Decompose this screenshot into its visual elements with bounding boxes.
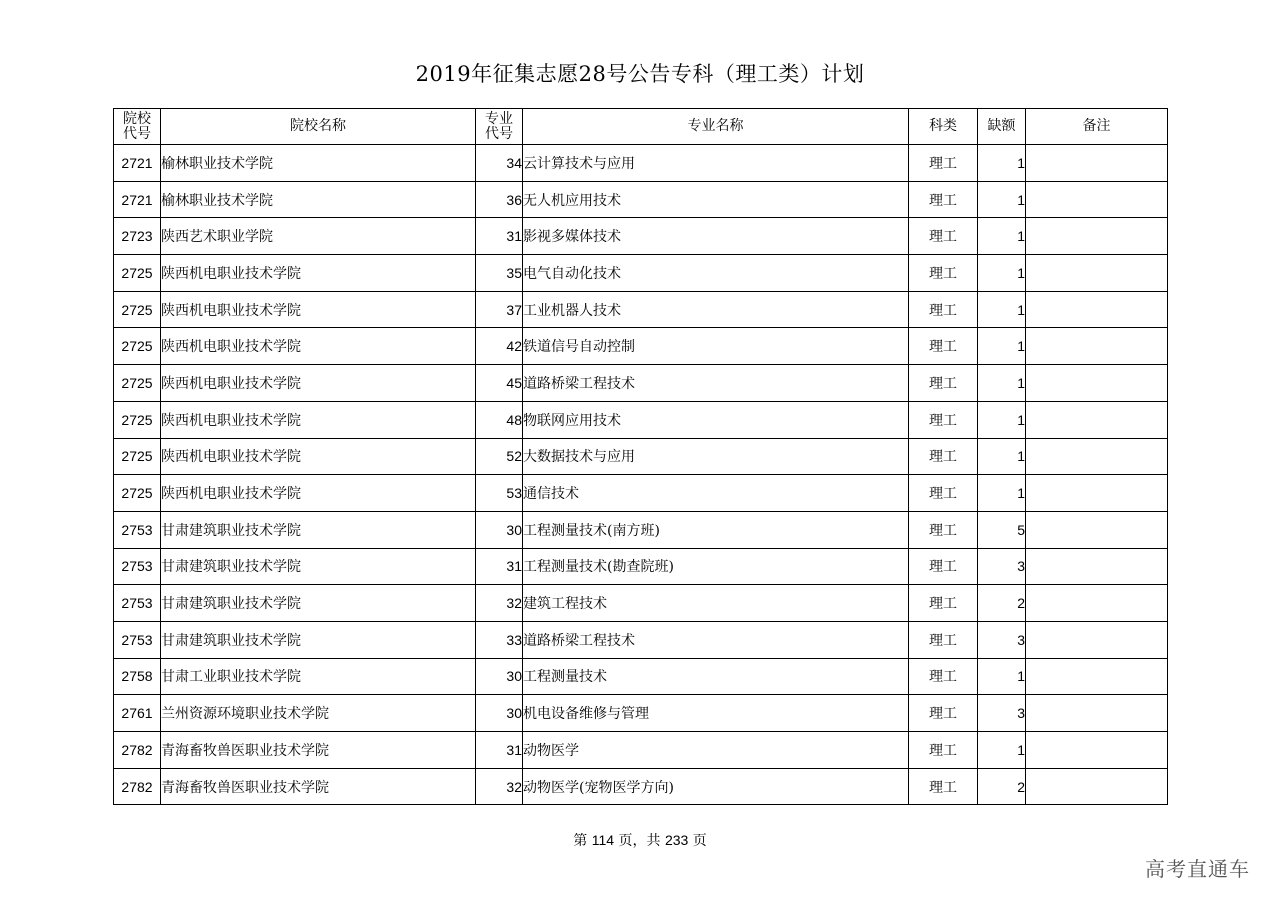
cell-quota: 1 <box>978 658 1026 695</box>
cell-quota: 3 <box>978 621 1026 658</box>
header-school-name: 院校名称 <box>161 109 476 145</box>
cell-school-code: 2753 <box>114 621 161 658</box>
header-school-code-label: 院校代号 <box>123 110 151 142</box>
cell-category: 理工 <box>909 585 978 622</box>
cell-major-code: 42 <box>476 328 523 365</box>
cell-remark <box>1026 768 1168 805</box>
cell-major-code: 52 <box>476 438 523 475</box>
cell-major-name: 电气自动化技术 <box>523 255 909 292</box>
cell-school-name: 甘肃建筑职业技术学院 <box>161 585 476 622</box>
plan-table <box>113 108 1168 805</box>
cell-school-code: 2725 <box>114 255 161 292</box>
cell-remark <box>1026 695 1168 732</box>
cell-remark <box>1026 365 1168 402</box>
cell-major-name: 铁道信号自动控制 <box>523 328 909 365</box>
cell-school-name: 榆林职业技术学院 <box>161 145 476 182</box>
cell-category: 理工 <box>909 548 978 585</box>
cell-quota: 1 <box>978 365 1026 402</box>
header-major-name: 专业名称 <box>523 109 909 145</box>
table-row <box>114 291 1168 328</box>
header-major-code-label: 专业代号 <box>485 110 513 142</box>
cell-school-code: 2725 <box>114 401 161 438</box>
cell-major-name: 工程测量技术(勘查院班) <box>523 548 909 585</box>
cell-quota: 1 <box>978 255 1026 292</box>
cell-remark <box>1026 475 1168 512</box>
cell-school-code: 2721 <box>114 145 161 182</box>
cell-remark <box>1026 548 1168 585</box>
cell-remark <box>1026 438 1168 475</box>
cell-school-code: 2725 <box>114 365 161 402</box>
cell-quota: 1 <box>978 291 1026 328</box>
cell-school-name: 陕西机电职业技术学院 <box>161 291 476 328</box>
cell-major-name: 工业机器人技术 <box>523 291 909 328</box>
cell-quota: 2 <box>978 585 1026 622</box>
watermark: 高考直通车 <box>1145 857 1250 881</box>
cell-quota: 3 <box>978 548 1026 585</box>
cell-major-name: 云计算技术与应用 <box>523 145 909 182</box>
cell-major-code: 32 <box>476 768 523 805</box>
table-row <box>114 475 1168 512</box>
cell-major-code: 36 <box>476 181 523 218</box>
cell-major-name: 工程测量技术 <box>523 658 909 695</box>
cell-category: 理工 <box>909 181 978 218</box>
cell-major-name: 动物医学(宠物医学方向) <box>523 768 909 805</box>
cell-school-code: 2753 <box>114 511 161 548</box>
cell-school-code: 2725 <box>114 475 161 512</box>
footer-suffix: 页 <box>692 833 707 849</box>
cell-major-code: 37 <box>476 291 523 328</box>
cell-major-code: 30 <box>476 695 523 732</box>
cell-school-code: 2725 <box>114 438 161 475</box>
cell-category: 理工 <box>909 658 978 695</box>
cell-major-name: 通信技术 <box>523 475 909 512</box>
cell-quota: 3 <box>978 695 1026 732</box>
cell-school-name: 甘肃建筑职业技术学院 <box>161 511 476 548</box>
cell-quota: 1 <box>978 328 1026 365</box>
cell-category: 理工 <box>909 218 978 255</box>
cell-major-code: 30 <box>476 658 523 695</box>
footer-total-pages: 233 <box>664 832 689 848</box>
cell-remark <box>1026 328 1168 365</box>
table-row <box>114 255 1168 292</box>
cell-school-code: 2721 <box>114 181 161 218</box>
cell-school-name: 陕西机电职业技术学院 <box>161 438 476 475</box>
cell-school-code: 2723 <box>114 218 161 255</box>
cell-school-name: 陕西机电职业技术学院 <box>161 328 476 365</box>
cell-category: 理工 <box>909 291 978 328</box>
cell-quota: 1 <box>978 218 1026 255</box>
footer-middle: 页，共 <box>618 833 661 849</box>
page-title: 2019年征集志愿28号公告专科（理工类）计划 <box>415 62 865 86</box>
cell-major-code: 33 <box>476 621 523 658</box>
cell-school-code: 2758 <box>114 658 161 695</box>
cell-school-code: 2782 <box>114 768 161 805</box>
table-row <box>114 218 1168 255</box>
cell-major-code: 31 <box>476 732 523 769</box>
cell-major-name: 物联网应用技术 <box>523 401 909 438</box>
cell-quota: 1 <box>978 475 1026 512</box>
cell-school-name: 陕西机电职业技术学院 <box>161 365 476 402</box>
cell-remark <box>1026 621 1168 658</box>
header-major-code <box>476 109 523 145</box>
cell-school-name: 兰州资源环境职业技术学院 <box>161 695 476 732</box>
footer-page-number: 114 <box>591 832 615 848</box>
cell-category: 理工 <box>909 475 978 512</box>
table-row <box>114 328 1168 365</box>
table-row <box>114 732 1168 769</box>
cell-quota: 5 <box>978 511 1026 548</box>
cell-major-code: 48 <box>476 401 523 438</box>
cell-major-code: 45 <box>476 365 523 402</box>
cell-school-name: 青海畜牧兽医职业技术学院 <box>161 732 476 769</box>
cell-major-name: 道路桥梁工程技术 <box>523 365 909 402</box>
cell-category: 理工 <box>909 365 978 402</box>
cell-school-code: 2753 <box>114 585 161 622</box>
cell-major-code: 35 <box>476 255 523 292</box>
cell-category: 理工 <box>909 621 978 658</box>
cell-major-name: 影视多媒体技术 <box>523 218 909 255</box>
cell-major-name: 道路桥梁工程技术 <box>523 621 909 658</box>
cell-school-name: 陕西机电职业技术学院 <box>161 401 476 438</box>
header-quota: 缺额 <box>978 109 1026 145</box>
table-row <box>114 585 1168 622</box>
cell-category: 理工 <box>909 732 978 769</box>
cell-major-name: 大数据技术与应用 <box>523 438 909 475</box>
cell-major-code: 30 <box>476 511 523 548</box>
cell-remark <box>1026 145 1168 182</box>
cell-major-name: 工程测量技术(南方班) <box>523 511 909 548</box>
cell-major-code: 53 <box>476 475 523 512</box>
cell-remark <box>1026 218 1168 255</box>
table-row <box>114 401 1168 438</box>
cell-remark <box>1026 401 1168 438</box>
table-row <box>114 658 1168 695</box>
table-row <box>114 511 1168 548</box>
page-footer <box>0 830 1280 850</box>
cell-school-name: 陕西机电职业技术学院 <box>161 475 476 512</box>
cell-category: 理工 <box>909 511 978 548</box>
table-row <box>114 438 1168 475</box>
cell-school-name: 陕西艺术职业学院 <box>161 218 476 255</box>
cell-quota: 1 <box>978 732 1026 769</box>
cell-remark <box>1026 511 1168 548</box>
header-remark: 备注 <box>1026 109 1168 145</box>
cell-category: 理工 <box>909 145 978 182</box>
cell-major-code: 32 <box>476 585 523 622</box>
cell-category: 理工 <box>909 438 978 475</box>
header-category: 科类 <box>909 109 978 145</box>
cell-school-name: 甘肃建筑职业技术学院 <box>161 621 476 658</box>
cell-major-name: 无人机应用技术 <box>523 181 909 218</box>
cell-quota: 1 <box>978 145 1026 182</box>
cell-quota: 1 <box>978 401 1026 438</box>
table-row <box>114 768 1168 805</box>
cell-category: 理工 <box>909 768 978 805</box>
cell-category: 理工 <box>909 401 978 438</box>
cell-school-name: 青海畜牧兽医职业技术学院 <box>161 768 476 805</box>
table-row <box>114 181 1168 218</box>
cell-remark <box>1026 181 1168 218</box>
cell-school-name: 榆林职业技术学院 <box>161 181 476 218</box>
table-row <box>114 695 1168 732</box>
cell-major-name: 机电设备维修与管理 <box>523 695 909 732</box>
table-row <box>114 621 1168 658</box>
cell-quota: 2 <box>978 768 1026 805</box>
cell-school-code: 2761 <box>114 695 161 732</box>
cell-school-name: 甘肃建筑职业技术学院 <box>161 548 476 585</box>
cell-major-name: 动物医学 <box>523 732 909 769</box>
header-school-code <box>114 109 161 145</box>
cell-school-name: 甘肃工业职业技术学院 <box>161 658 476 695</box>
cell-school-code: 2753 <box>114 548 161 585</box>
cell-school-code: 2725 <box>114 328 161 365</box>
cell-major-code: 31 <box>476 548 523 585</box>
cell-major-code: 31 <box>476 218 523 255</box>
cell-school-code: 2782 <box>114 732 161 769</box>
table-row <box>114 145 1168 182</box>
footer-prefix: 第 <box>573 833 588 849</box>
table-row <box>114 365 1168 402</box>
cell-remark <box>1026 255 1168 292</box>
cell-school-name: 陕西机电职业技术学院 <box>161 255 476 292</box>
cell-school-code: 2725 <box>114 291 161 328</box>
table-header-row <box>114 109 1168 145</box>
cell-category: 理工 <box>909 328 978 365</box>
cell-major-name: 建筑工程技术 <box>523 585 909 622</box>
cell-remark <box>1026 658 1168 695</box>
cell-category: 理工 <box>909 695 978 732</box>
cell-remark <box>1026 732 1168 769</box>
cell-quota: 1 <box>978 438 1026 475</box>
cell-quota: 1 <box>978 181 1026 218</box>
cell-major-code: 34 <box>476 145 523 182</box>
cell-category: 理工 <box>909 255 978 292</box>
cell-remark <box>1026 585 1168 622</box>
table-row <box>114 548 1168 585</box>
cell-remark <box>1026 291 1168 328</box>
